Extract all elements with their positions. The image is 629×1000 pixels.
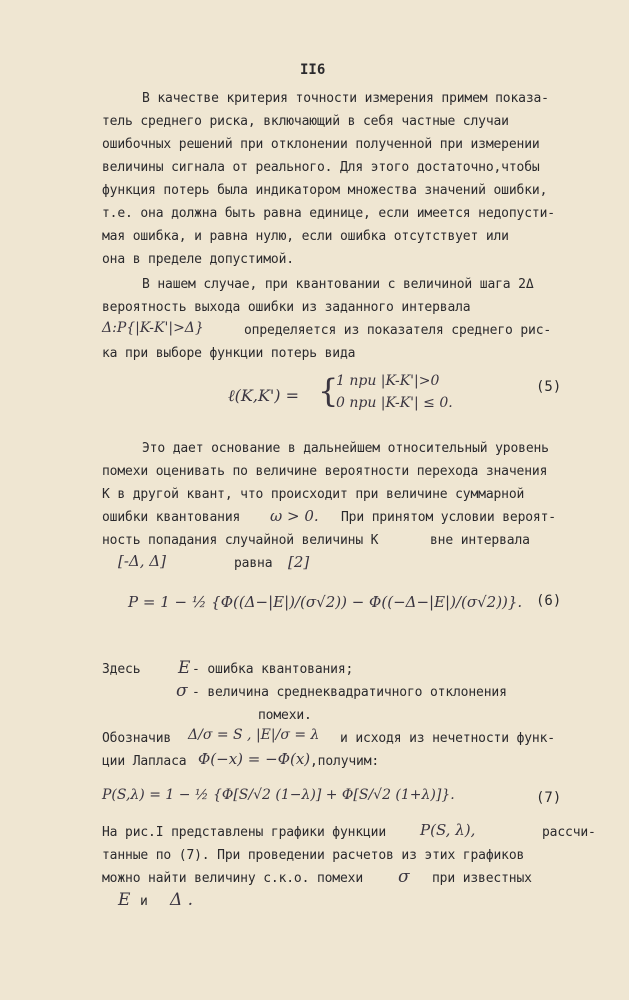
paragraph-line: и исходя из нечетности функ-: [340, 731, 555, 746]
page-number: II6: [300, 62, 326, 78]
paragraph-line: ошибочных решений при отклонении полученной при измерении: [102, 137, 540, 152]
handwritten-reference: [2]: [288, 553, 310, 571]
equation-5-lhs: ℓ(K,K') =: [228, 386, 300, 405]
paragraph-line: можно найти величину с.к.о. помехи: [102, 871, 364, 886]
paragraph-line: ошибки квантования: [102, 510, 241, 525]
paragraph-line: При принятом условии вероят-: [341, 510, 556, 525]
paragraph-line: функция потерь была индикатором множества значений ошибки,: [102, 183, 548, 198]
handwritten-omega: ω > 0.: [270, 507, 319, 525]
paragraph-line: определяется из показателя среднего рис-: [244, 323, 552, 338]
equation-5-case2: 0 при |K-K'| ≤ 0.: [336, 395, 453, 411]
paragraph-line: мая ошибка, и равна нулю, если ошибка отсутствует или: [102, 229, 509, 244]
paragraph-line: Это дает основание в дальнейшем относительный уровень: [142, 441, 549, 456]
definition-text: - величина среднеквадратичного отклонения: [192, 685, 507, 700]
paragraph-line: В нашем случае, при квантовании с величиной шага 2Δ: [142, 277, 534, 292]
definition-text: - ошибка квантования;: [192, 662, 354, 677]
paragraph-line: тель среднего риска, включающий в себя частные случаи: [102, 114, 509, 129]
equation-number: (7): [536, 790, 562, 806]
epsilon-symbol: E: [178, 658, 191, 678]
paragraph-line: вне интервала: [430, 533, 530, 548]
definition-text: помехи.: [258, 708, 312, 723]
paragraph-line: ка при выборе функции потерь вида: [102, 346, 356, 361]
paragraph-line: К в другой квант, что происходит при величине суммарной: [102, 487, 525, 502]
equation-6: P = 1 − ½ {Φ((Δ−|E|)/(σ√2)) − Φ((−Δ−|E|)/(σ√2))}.: [128, 593, 523, 611]
paragraph-line: ции Лапласа: [102, 754, 187, 769]
equation-number: (5): [536, 379, 562, 395]
paragraph-line: Обозначив: [102, 731, 172, 746]
paragraph-line: равна: [234, 556, 273, 571]
paragraph-line: т.е. она должна быть равна единице, если имеется недопусти-: [102, 206, 555, 221]
equation-number: (6): [536, 593, 562, 609]
handwritten-notation: Δ/σ = S , |E|/σ = λ: [188, 727, 320, 743]
sigma-symbol: σ: [176, 681, 188, 701]
paragraph-line: На рис.I представлены графики функции: [102, 825, 387, 840]
paragraph-line: танные по (7). При проведении расчетов из этих графиков: [102, 848, 525, 863]
paragraph-line: она в пределе допустимой.: [102, 252, 294, 267]
handwritten-delta: Δ .: [170, 890, 194, 910]
paragraph-line: величины сигнала от реального. Для этого достаточно,чтобы: [102, 160, 540, 175]
paragraph-line: ,получим:: [310, 754, 380, 769]
handwritten-sigma: σ: [398, 867, 410, 887]
handwritten-epsilon: E: [118, 890, 131, 910]
paragraph-line: В качестве критерия точности измерения примем показа-: [142, 91, 549, 106]
definitions-label: Здесь: [102, 662, 141, 677]
handwritten-laplace: Φ(−x) = −Φ(x): [198, 750, 311, 768]
handwritten-interval-2: [-Δ, Δ]: [118, 552, 166, 570]
brace-symbol: {: [318, 372, 339, 410]
equation-5-case1: 1 при |K-K'|>0: [336, 373, 440, 389]
paragraph-line: рассчи-: [542, 825, 596, 840]
paragraph-line: вероятность выхода ошибки из заданного интервала: [102, 300, 471, 315]
paragraph-line: и: [140, 894, 148, 909]
handwritten-function: P(S, λ),: [420, 821, 476, 839]
paragraph-line: ность попадания случайной величины К: [102, 533, 379, 548]
equation-7: P(S,λ) = 1 − ½ {Φ[S/√2 (1−λ)] + Φ[S/√2 (1+λ)]}.: [102, 787, 455, 803]
paragraph-line: помехи оценивать по величине вероятности перехода значения: [102, 464, 548, 479]
paragraph-line: при известных: [432, 871, 532, 886]
handwritten-interval: Δ:P{|K-K'|>Δ}: [102, 320, 204, 336]
